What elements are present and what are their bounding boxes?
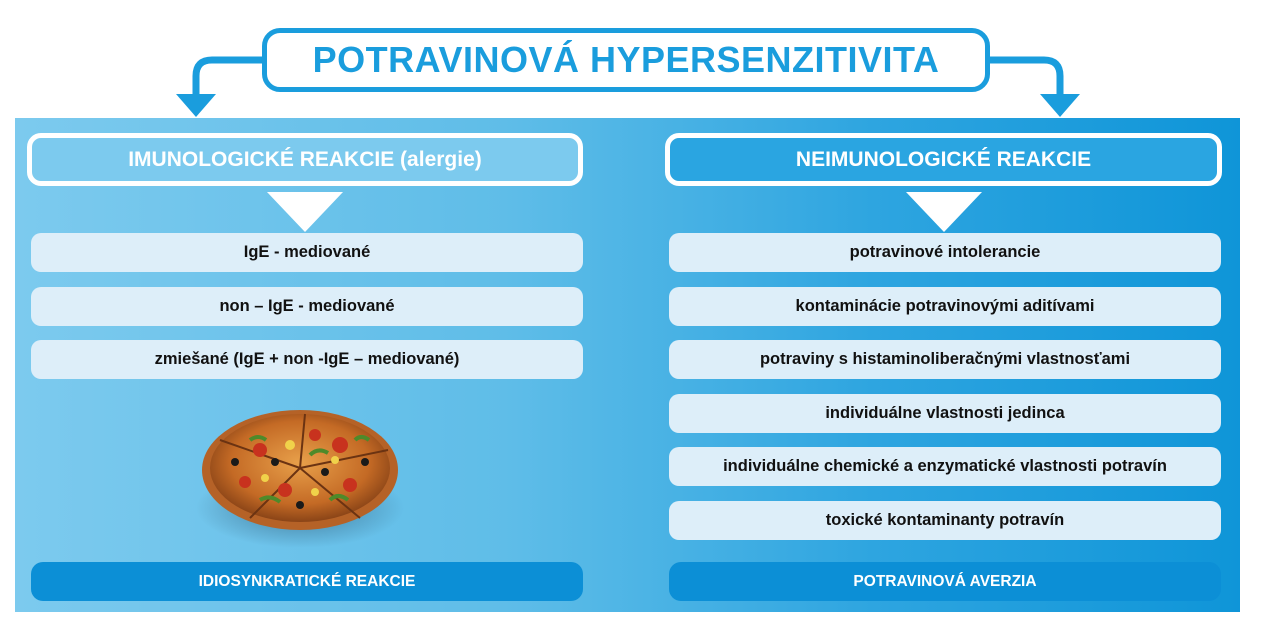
left-item-mixed: zmiešané (IgE + non -IgE – mediované) (31, 340, 583, 379)
food-aversion-footer: POTRAVINOVÁ AVERZIA (669, 562, 1221, 601)
right-item-toxic-contaminants: toxické kontaminanty potravín (669, 501, 1221, 540)
right-item-food-intolerance: potravinové intolerancie (669, 233, 1221, 272)
left-item-non-ige-mediated: non – IgE - mediované (31, 287, 583, 326)
left-branch-line (196, 60, 262, 95)
right-item-individual-properties: individuálne vlastnosti jedinca (669, 394, 1221, 433)
pizza-image (190, 400, 410, 550)
right-branch-line (990, 60, 1060, 95)
non-immunological-reactions-header: NEIMUNOLOGICKÉ REAKCIE (665, 133, 1222, 186)
right-down-arrow (906, 192, 982, 232)
right-item-additive-contamination: kontaminácie potravinovými aditívami (669, 287, 1221, 326)
immunological-reactions-header: IMUNOLOGICKÉ REAKCIE (alergie) (27, 133, 583, 186)
diagram-title: POTRAVINOVÁ HYPERSENZITIVITA (262, 28, 990, 92)
right-item-histamine-liberators: potraviny s histaminoliberačnými vlastnosťami (669, 340, 1221, 379)
right-item-chemical-enzymatic: individuálne chemické a enzymatické vlastnosti potravín (669, 447, 1221, 486)
left-branch-arrowhead (176, 94, 216, 117)
right-branch-arrowhead (1040, 94, 1080, 117)
left-down-arrow (267, 192, 343, 232)
idiosyncratic-reactions-footer: IDIOSYNKRATICKÉ REAKCIE (31, 562, 583, 601)
left-item-ige-mediated: IgE - mediované (31, 233, 583, 272)
